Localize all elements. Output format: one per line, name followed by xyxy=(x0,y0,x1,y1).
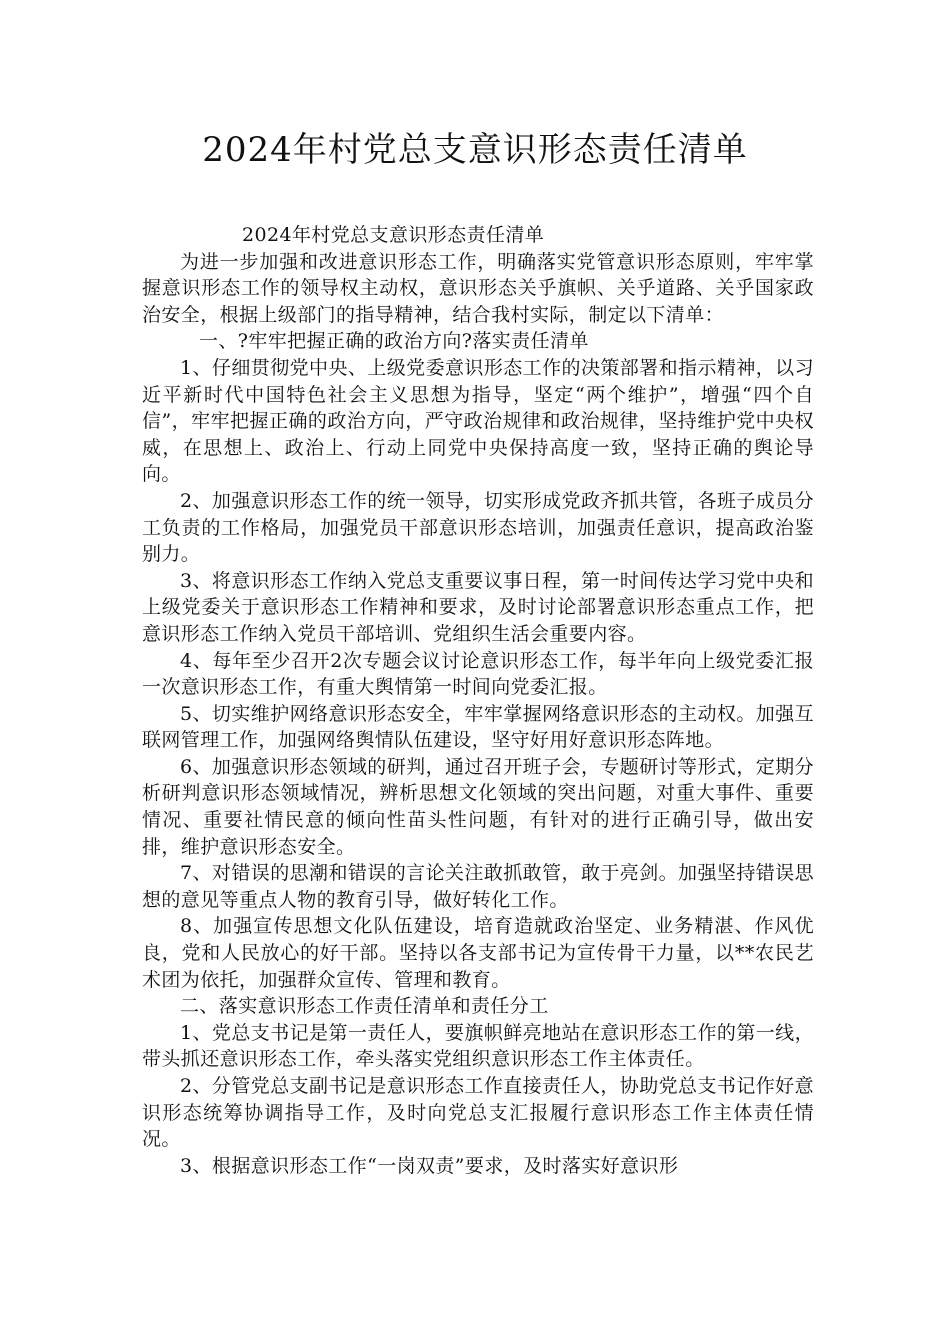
paragraph-item: 1、党总支书记是第一责任人，要旗帜鲜亮地站在意识形态工作的第一线，带头抓还意识形态工作，牵头落实党组织意识形态工作主体责任。 xyxy=(142,1021,814,1071)
document-subtitle: 2024年村党总支意识形态责任清单 xyxy=(242,224,545,246)
paragraph-item: 4、每年至少召开2次专题会议讨论意识形态工作，每半年向上级党委汇报一次意识形态工作，有重大舆情第一时间向党委汇报。 xyxy=(142,649,814,699)
paragraph-item: 6、加强意识形态领域的研判，通过召开班子会，专题研讨等形式，定期分析研判意识形态领域情况，辨析思想文化领域的突出问题，对重大事件、重要情况、重要社情民意的倾向性苗头性问题，有针对的进行正确引导，做出安排，维护意识形态安全。 xyxy=(142,755,814,858)
paragraph-item: 7、对错误的思潮和错误的言论关注敢抓敢管，敢于亮剑。加强坚持错误思想的意见等重点人物的教育引导，做好转化工作。 xyxy=(142,862,814,911)
paragraph-intro: 为进一步加强和改进意识形态工作，明确落实党管意识形态原则，牢牢掌握意识形态工作的领导权主动权，意识形态关乎旗帜、关乎道路、关乎国家政治安全，根据上级部门的指导精神，结合我村实际，制定以下清单： xyxy=(142,250,814,326)
document-body xyxy=(142,222,814,1179)
document-title: 2024年村党总支意识形态责任清单 xyxy=(202,130,748,170)
paragraph-item: 8、加强宣传思想文化队伍建设，培育造就政治坚定、业务精湛、作风优良，党和人民放心的好干部。坚持以各支部书记为宣传骨干力量，以**农民艺术团为依托，加强群众宣传、管理和教育。 xyxy=(142,915,814,991)
paragraph-item: 3、将意识形态工作纳入党总支重要议事日程，第一时间传达学习党中央和上级党委关于意识形态工作精神和要求，及时讨论部署意识形态重点工作，把意识形态工作纳入党员干部培训、党组织生活会重要内容。 xyxy=(142,569,814,645)
paragraph-item: 1、仔细贯彻党中央、上级党委意识形态工作的决策部署和指示精神，以习近平新时代中国特色社会主义思想为指导，坚定“两个维护”，增强“四个自信”，牢牢把握正确的政治方向，严守政治规律和政治规律，坚持维护党中央权威，在思想上、政治上、行动上同党中央保持高度一致，坚持正确的舆论导向。 xyxy=(142,356,814,486)
paragraph-item: 5、切实维护网络意识形态安全，牢牢掌握网络意识形态的主动权。加强互联网管理工作，加强网络舆情队伍建设，坚守好用好意识形态阵地。 xyxy=(142,702,814,752)
section-heading-1: 一、?牢牢把握正确的政治方向?落实责任清单 xyxy=(199,330,589,353)
paragraph-item: 2、分管党总支副书记是意识形态工作直接责任人，协助党总支书记作好意识形态统筹协调指导工作，及时向党总支汇报履行意识形态工作主体责任情况。 xyxy=(142,1075,814,1151)
section-heading-2: 二、落实意识形态工作责任清单和责任分工 xyxy=(180,995,549,1018)
paragraph-item: 3、根据意识形态工作“一岗双责”要求，及时落实好意识形 xyxy=(180,1154,679,1177)
paragraph-item: 2、加强意识形态工作的统一领导，切实形成党政齐抓共管，各班子成员分工负责的工作格局，加强党员干部意识形态培训，加强责任意识，提高政治鉴别力。 xyxy=(142,489,814,566)
